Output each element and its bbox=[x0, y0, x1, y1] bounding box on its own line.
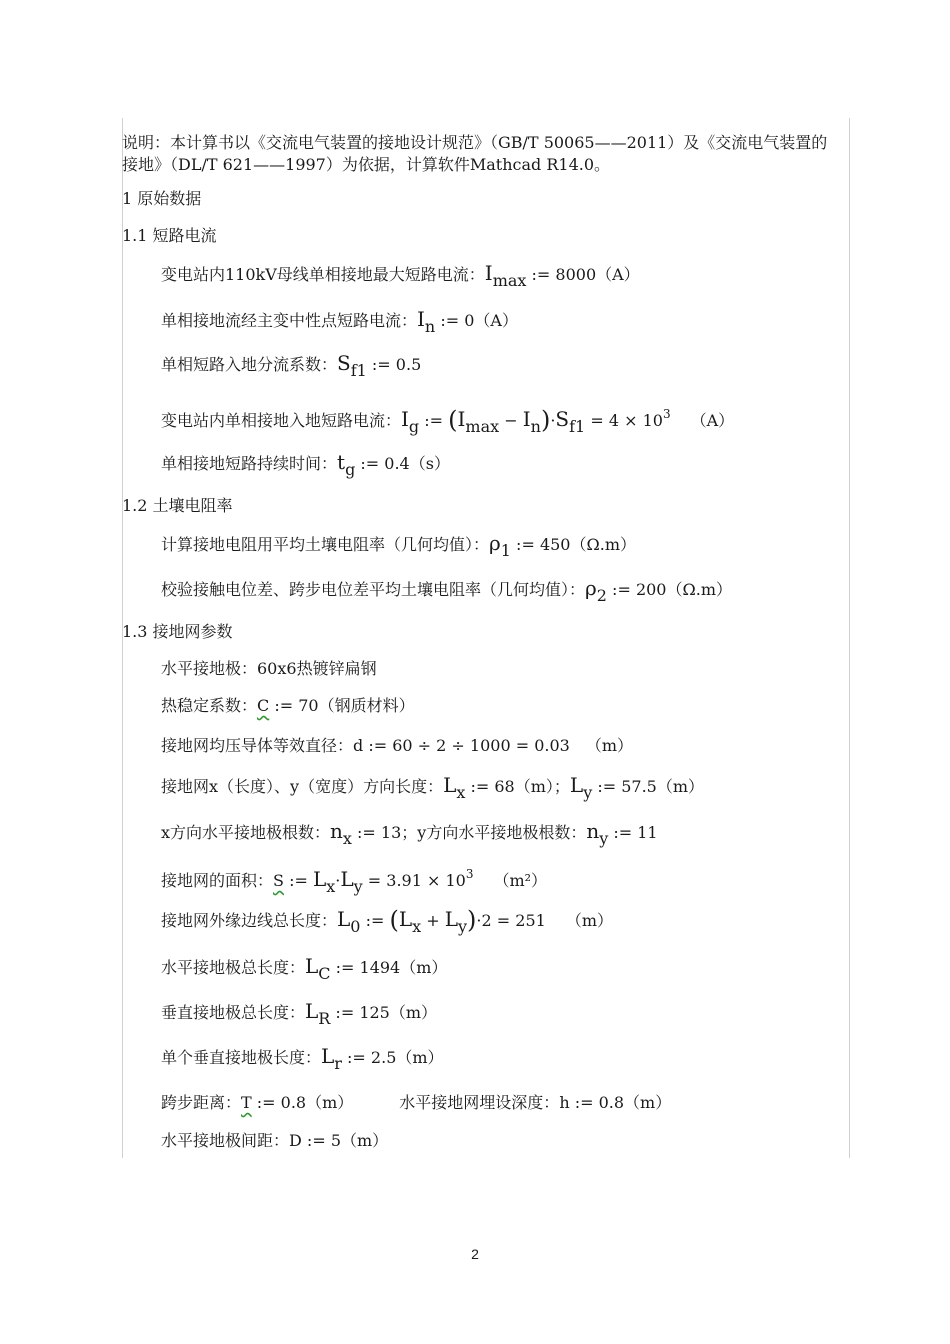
tg-expr: := 0.4 bbox=[355, 454, 410, 473]
rho2-line bbox=[161, 577, 732, 607]
sf1-var: S bbox=[337, 351, 351, 375]
area-result: = 3.91 × 10 bbox=[362, 871, 466, 890]
in-expr: := 0 bbox=[435, 311, 475, 330]
section-heading-1: 1 原始数据 bbox=[122, 189, 202, 208]
h-label: 水平接地网埋设深度： bbox=[399, 1093, 560, 1112]
rho1-expr: := 450 bbox=[510, 535, 571, 554]
ig-dot: · bbox=[550, 411, 556, 430]
in-line bbox=[161, 308, 518, 338]
lr1-unit: （m） bbox=[396, 1048, 444, 1067]
lr1-var: L bbox=[321, 1044, 335, 1068]
section-heading-1-2: 1.2 土壤电阻率 bbox=[122, 496, 233, 515]
rho2-unit: （Ω.m） bbox=[666, 580, 733, 599]
dd-expr: D := 5 bbox=[289, 1131, 341, 1150]
page-number: 2 bbox=[471, 1246, 479, 1262]
ig-sub: g bbox=[408, 417, 420, 436]
dd-unit: （m） bbox=[341, 1131, 389, 1150]
l0-sub: 0 bbox=[350, 917, 361, 936]
lc-label: 水平接地极总长度： bbox=[161, 958, 306, 977]
ig-var: I bbox=[401, 407, 409, 431]
section-heading-1-3: 1.3 接地网参数 bbox=[122, 622, 233, 641]
imax-line bbox=[161, 262, 640, 292]
l0-unit: （m） bbox=[565, 911, 613, 930]
ig-minus: − bbox=[499, 411, 523, 430]
h-expr: h := 0.8 bbox=[559, 1093, 625, 1112]
tg-line bbox=[161, 451, 450, 481]
area-unit: （m²） bbox=[493, 871, 548, 890]
ny-label: y方向水平接地极根数： bbox=[417, 823, 587, 842]
imax-unit: （A） bbox=[596, 265, 640, 284]
imax-sub: max bbox=[492, 271, 527, 290]
rho1-var: ρ bbox=[489, 531, 501, 555]
ig-unit: （A） bbox=[690, 411, 735, 430]
nx-label: x方向水平接地极根数： bbox=[161, 823, 331, 842]
l0-label: 接地网外缘边线总长度： bbox=[161, 911, 338, 930]
c-expr: := 70 bbox=[269, 696, 319, 715]
rho2-sub: 2 bbox=[596, 586, 607, 605]
area-var: S bbox=[273, 871, 284, 890]
nx-expr: := 13 bbox=[351, 823, 402, 842]
lr1-label: 单个垂直接地极长度： bbox=[161, 1048, 322, 1067]
ig-exp: 3 bbox=[662, 407, 671, 421]
rho1-sub: 1 bbox=[500, 541, 511, 560]
ig-label: 变电站内单相接地入地短路电流： bbox=[161, 411, 402, 430]
ig-close-paren: ) bbox=[540, 406, 551, 434]
tg-sub: g bbox=[345, 460, 356, 479]
area-label: 接地网的面积： bbox=[161, 871, 274, 890]
lr1-line bbox=[161, 1045, 444, 1075]
rho2-label: 校验接触电位差、跨步电位差平均土壤电阻率（几何均值）： bbox=[161, 580, 586, 599]
horizontal-electrode-line: 水平接地极：60x6热镀锌扁钢 bbox=[161, 659, 377, 678]
in-sub: n bbox=[424, 317, 436, 336]
ig-imax-var: I bbox=[457, 407, 466, 431]
c-unit: （钢质材料） bbox=[318, 696, 415, 715]
area-exp: 3 bbox=[465, 867, 474, 881]
lc-var: L bbox=[305, 954, 319, 978]
rho1-label: 计算接地电阻用平均土壤电阻率（几何均值）： bbox=[161, 535, 490, 554]
ig-assign: := bbox=[419, 411, 449, 430]
imax-expr: := 8000 bbox=[526, 265, 597, 284]
section-heading-1-1: 1.1 短路电流 bbox=[122, 226, 217, 245]
l0-line: 接地网外缘边线总长度：L0 := (Lx + Ly)·2 = 251 （m） bbox=[161, 906, 613, 936]
ig-open-paren: ( bbox=[448, 406, 458, 434]
area-line: 接地网的面积：S := $Lx\cdot Ly = 3.91 \times 10^3$ （m²） bbox=[161, 867, 548, 896]
tg-var: t bbox=[337, 450, 346, 474]
lr-unit: （m） bbox=[389, 1003, 438, 1022]
sf1-sub: f1 bbox=[350, 361, 367, 380]
lx-unit: （m）； bbox=[514, 777, 570, 796]
t-line bbox=[161, 1092, 671, 1114]
in-label: 单相接地流经主变中性点短路电流： bbox=[161, 311, 418, 330]
imax-var: I bbox=[484, 261, 493, 285]
lr-sub: R bbox=[318, 1009, 331, 1028]
lxy-label: 接地网x（长度）、y（宽度）方向长度： bbox=[161, 777, 444, 796]
in-var: I bbox=[417, 307, 425, 331]
rho1-unit: （Ω.m） bbox=[570, 535, 637, 554]
nxy-sep: ； bbox=[401, 823, 418, 842]
t-expr: := 0.8 bbox=[251, 1093, 307, 1112]
lr1-sub: r bbox=[334, 1054, 342, 1073]
lc-line bbox=[161, 955, 447, 985]
t-label: 跨步距离： bbox=[161, 1093, 242, 1112]
t-unit: （m） bbox=[306, 1093, 354, 1112]
in-unit: （A） bbox=[474, 311, 518, 330]
l0-result: ·2 = 251 bbox=[476, 911, 546, 930]
margin-rule-right bbox=[849, 118, 850, 1158]
lr-expr: := 125 bbox=[330, 1003, 390, 1022]
h-unit: （m） bbox=[624, 1093, 672, 1112]
sf1-expr: := 0.5 bbox=[366, 355, 422, 374]
l0-var: L bbox=[337, 907, 351, 931]
ny-expr: := 11 bbox=[608, 823, 658, 842]
ig-sf1-sub: f1 bbox=[569, 417, 586, 436]
lr-var: L bbox=[305, 999, 319, 1023]
c-label: 热稳定系数： bbox=[161, 696, 258, 715]
ig-in-var: I bbox=[522, 407, 531, 431]
rho1-line bbox=[161, 532, 636, 562]
lx-expr: := 68 bbox=[465, 777, 515, 796]
tg-unit: （s） bbox=[409, 454, 450, 473]
lr1-expr: := 2.5 bbox=[341, 1048, 397, 1067]
tg-label: 单相接地短路持续时间： bbox=[161, 454, 338, 473]
sf1-label: 单相短路入地分流系数： bbox=[161, 355, 338, 374]
d-unit: （m） bbox=[585, 736, 634, 755]
imax-label: 变电站内110kV母线单相接地最大短路电流： bbox=[161, 265, 485, 284]
ig-result: = 4 × 10 bbox=[585, 411, 663, 430]
intro-paragraph: 说明：本计算书以《交流电气装置的接地设计规范》（GB/T 50065——2011）及《交流电气装置的接地》（DL/T 621——1997）为依据，计算软件Mathcad R14.0。 bbox=[122, 133, 828, 174]
t-var: T bbox=[241, 1093, 252, 1112]
lr-line bbox=[161, 1000, 437, 1030]
nxy-line: x方向水平接地极根数：nx := 13；y方向水平接地极根数：ny := 11 bbox=[161, 819, 658, 848]
ly-unit: （m） bbox=[656, 777, 705, 796]
lc-sub: C bbox=[318, 964, 331, 983]
rho2-expr: := 200 bbox=[606, 580, 667, 599]
ig-imax-sub: max bbox=[465, 417, 500, 436]
sf1-line bbox=[161, 352, 421, 382]
c-line bbox=[161, 695, 415, 717]
lxy-line: 接地网x（长度）、y（宽度）方向长度：Lx := 68（m）；Ly := 57.5（m） bbox=[161, 773, 705, 802]
lr-label: 垂直接地极总长度： bbox=[161, 1003, 306, 1022]
d-expr: d := 60 ÷ 2 ÷ 1000 = 0.03 bbox=[353, 736, 570, 755]
dd-line bbox=[161, 1130, 388, 1152]
ig-sf1-var: S bbox=[555, 407, 570, 431]
ig-in-sub: n bbox=[530, 417, 541, 436]
d-line bbox=[161, 735, 633, 757]
lc-unit: （m） bbox=[400, 958, 448, 977]
d-label: 接地网均压导体等效直径： bbox=[161, 736, 354, 755]
dd-label: 水平接地极间距： bbox=[161, 1131, 290, 1150]
c-var: C bbox=[257, 696, 270, 715]
ig-line bbox=[161, 403, 734, 438]
ly-expr: := 57.5 bbox=[592, 777, 657, 796]
rho2-var: ρ bbox=[585, 576, 597, 600]
lc-expr: := 1494 bbox=[330, 958, 401, 977]
